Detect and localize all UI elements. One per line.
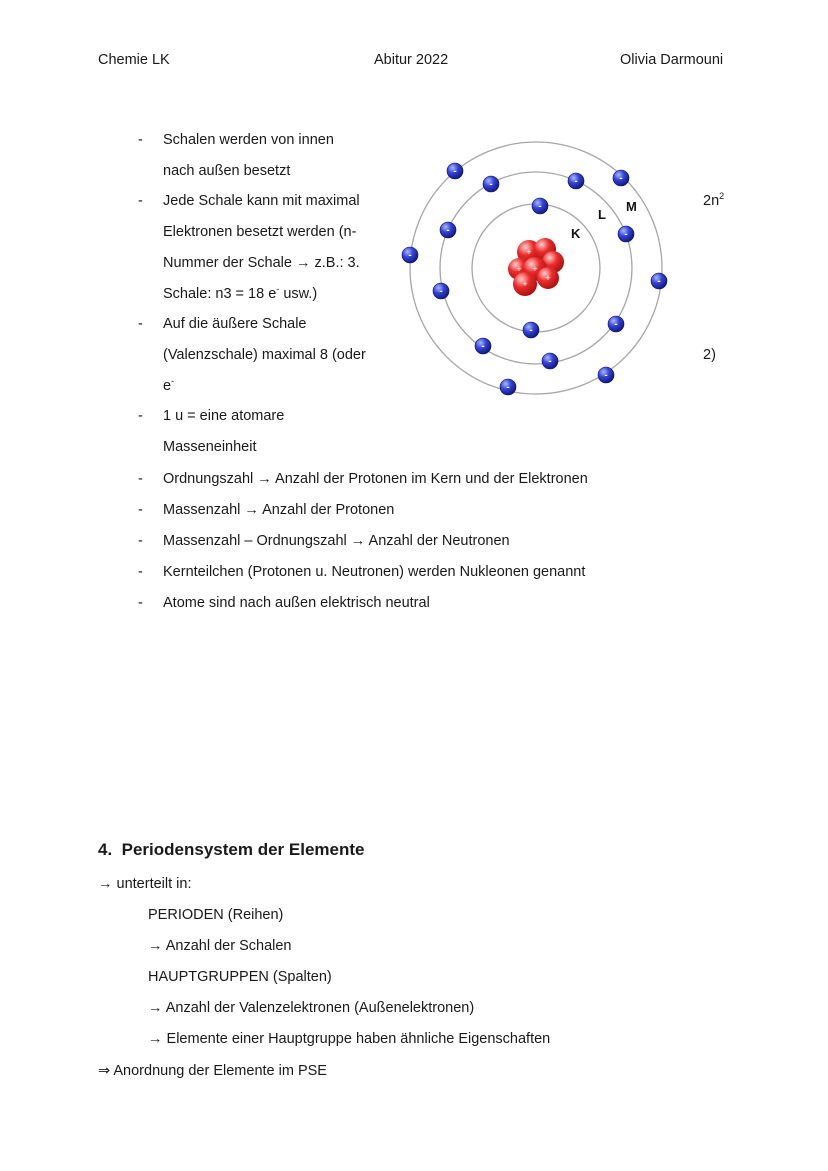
bullet-dash: -	[138, 502, 143, 518]
section-heading: 4. Periodensystem der Elemente	[98, 840, 365, 859]
bullet-line: nach außen besetzt	[163, 163, 291, 179]
section-item: HAUPTGRUPPEN (Spalten)	[148, 969, 332, 985]
bullet-dash: -	[138, 193, 143, 209]
bullet-line: e-	[163, 376, 175, 394]
nucleus	[508, 238, 564, 296]
bullet-line: (Valenzschale) maximal 8 (oder	[163, 347, 366, 363]
header-exam: Abitur 2022	[374, 52, 449, 68]
electron-sign: -	[548, 356, 552, 367]
electron-sign: -	[446, 225, 450, 236]
label-m: M	[626, 199, 637, 214]
bullet-dash: -	[138, 316, 143, 332]
formula-2n2: $2n^2$	[703, 191, 725, 209]
proton-sign: +	[526, 247, 532, 257]
bullet-line: Jede Schale kann mit maximal	[163, 193, 360, 209]
bullet-dash: -	[138, 595, 143, 611]
electron-sign: -	[574, 176, 578, 187]
header-author: Olivia Darmouni	[620, 52, 724, 68]
proton-sign: +	[516, 264, 522, 274]
electron-sign: -	[538, 201, 542, 212]
section-intro: → unterteilt in:	[98, 876, 192, 892]
section-item: → Anzahl der Valenzelektronen (Außenelektronen)	[148, 1000, 475, 1016]
section-item: → Anzahl der Schalen	[148, 938, 292, 954]
section-conclusion: ⇒ Anordnung der Elemente im PSE	[98, 1063, 327, 1079]
side-note-paren: 2)	[703, 347, 716, 363]
bullet-line: Masseneinheit	[163, 439, 257, 455]
bullet-line: Elektronen besetzt werden (n-	[163, 224, 357, 240]
electron-sign: -	[453, 166, 457, 177]
proton-sign: +	[532, 264, 538, 274]
label-l: L	[598, 207, 606, 222]
bullet-dash: -	[138, 471, 143, 487]
bullet-line: Auf die äußere Schale	[163, 316, 307, 332]
electron-sign: -	[529, 325, 533, 336]
bullet-line: Schale: n3 = 18 e- usw.)	[163, 284, 318, 302]
bullet-line: Kernteilchen (Protonen u. Neutronen) werden Nukleonen genannt	[163, 564, 586, 580]
bullet-line: 1 u = eine atomare	[163, 408, 285, 424]
bullet-line: Massenzahl – Ordnungszahl → Anzahl der Neutronen	[163, 533, 510, 549]
bullet-line: Massenzahl → Anzahl der Protonen	[163, 502, 395, 518]
bullet-dash: -	[138, 408, 143, 424]
section-item: PERIODEN (Reihen)	[148, 907, 284, 923]
electron-sign: -	[506, 382, 510, 393]
bullet-line: Schalen werden von innen	[163, 132, 334, 148]
electron-sign: -	[439, 286, 443, 297]
bullet-dash: -	[138, 132, 143, 148]
electron-sign: -	[604, 370, 608, 381]
electron-sign: -	[657, 276, 661, 287]
proton-sign: +	[545, 273, 551, 283]
bullet-dash: -	[138, 564, 143, 580]
bullet-dash: -	[138, 533, 143, 549]
label-k: K	[571, 226, 581, 241]
electron-sign: -	[481, 341, 485, 352]
electron-sign: -	[624, 229, 628, 240]
header-subject: Chemie LK	[98, 52, 170, 68]
electron-sign: -	[489, 179, 493, 190]
electron-sign: -	[619, 173, 623, 184]
bullet-line: Ordnungszahl → Anzahl der Protonen im Kern und der Elektronen	[163, 471, 588, 487]
bullet-line: Nummer der Schale → z.B.: 3.	[163, 255, 360, 271]
bullet-line: Atome sind nach außen elektrisch neutral	[163, 595, 430, 611]
section-item: → Elemente einer Hauptgruppe haben ähnliche Eigenschaften	[148, 1031, 551, 1047]
electron-sign: -	[408, 250, 412, 261]
bohr-atom-diagram	[395, 138, 675, 400]
electron-sign: -	[614, 319, 618, 330]
proton-sign: +	[522, 279, 528, 289]
